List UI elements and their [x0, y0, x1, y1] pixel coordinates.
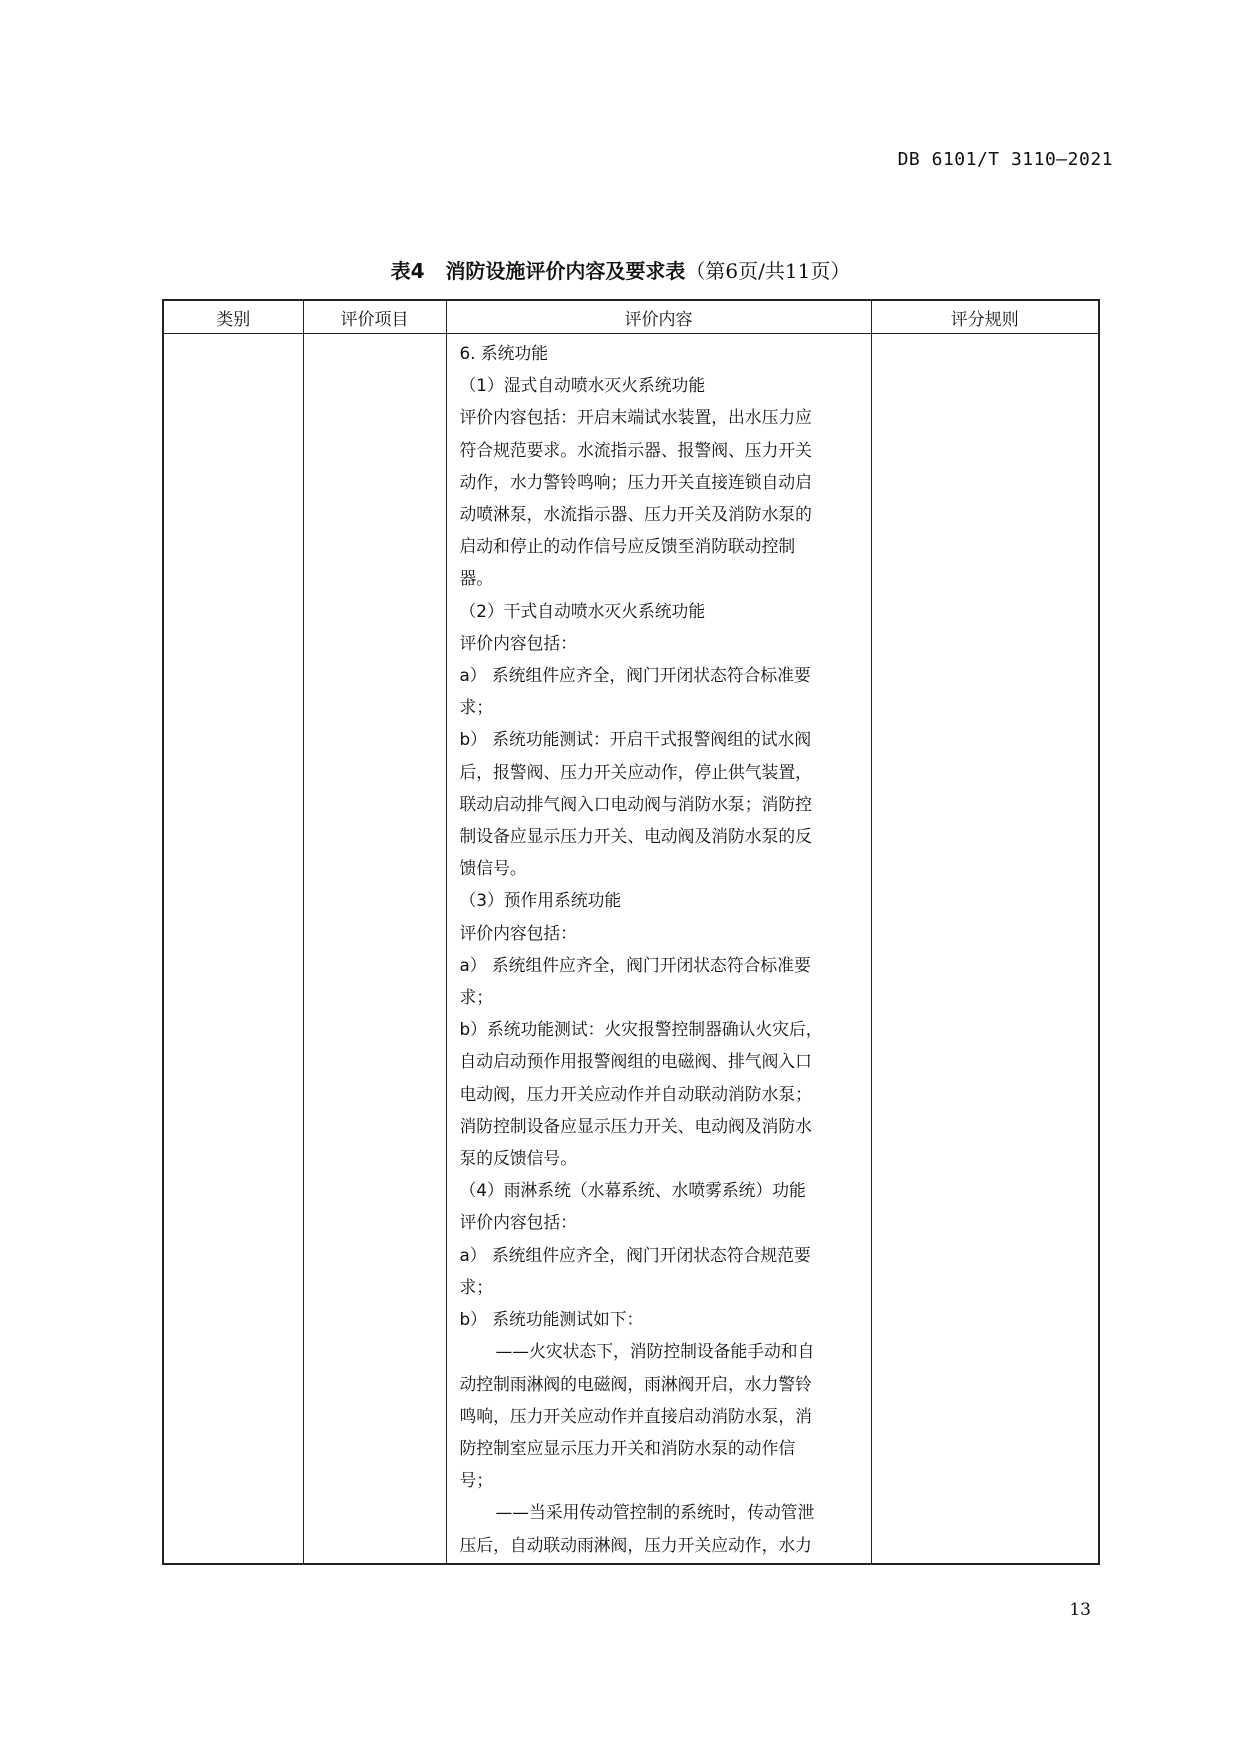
category-cell: [163, 334, 303, 1565]
content-line: ——当采用传动管控制的系统时，传动管泄: [495, 1502, 815, 1523]
page-number: 13: [1069, 1600, 1091, 1620]
content-line: 后，报警阀、压力开关应动作，停止供气装置，: [459, 761, 812, 782]
table-title: 消防设施评价内容及要求表: [445, 259, 686, 283]
content-line: （2）干式自动喷水灭火系统功能: [459, 600, 706, 621]
evaluation-table: [162, 299, 1100, 1565]
content-line: 电动阀，压力开关应动作并自动联动消防水泵；: [459, 1083, 812, 1104]
table-continuation: （第6页/共11页）: [685, 259, 851, 283]
column-header-category: 类别: [163, 300, 303, 334]
content-line: 求；: [459, 1276, 494, 1297]
content-line: 消防控制设备应显示压力开关、电动阀及消防水: [459, 1115, 812, 1136]
column-header-content: 评价内容: [446, 300, 871, 334]
content-line: 符合规范要求。水流指示器、报警阀、压力开关: [459, 439, 812, 460]
content-text-block: [447, 334, 871, 1561]
content-line: 馈信号。: [459, 858, 527, 879]
content-line: a） 系统组件应齐全，阀门开闭状态符合标准要: [459, 665, 811, 686]
content-line: b） 系统功能测试如下：: [459, 1309, 644, 1330]
table-header-row: [163, 300, 1099, 334]
content-line: b） 系统功能测试：开启干式报警阀组的试水阀: [459, 729, 812, 750]
column-header-scoring: 评分规则: [871, 300, 1099, 334]
standard-number: DB 6101/T 3110—2021: [897, 149, 1113, 170]
content-line: 评价内容包括：: [459, 922, 577, 943]
content-line: （4）雨淋系统（水幕系统、水喷雾系统）功能: [459, 1180, 806, 1201]
table-row: [163, 334, 1099, 1565]
content-cell: [446, 334, 871, 1565]
content-line: （1）湿式自动喷水灭火系统功能: [459, 375, 706, 396]
content-line: 泵的反馈信号。: [459, 1148, 577, 1169]
content-line: a） 系统组件应齐全，阀门开闭状态符合标准要: [459, 954, 811, 975]
content-line: 号；: [459, 1470, 494, 1491]
content-line: a） 系统组件应齐全，阀门开闭状态符合规范要: [459, 1244, 811, 1265]
item-cell: [303, 334, 446, 1565]
content-line: 动喷淋泵，水流指示器、压力开关及消防水泵的: [459, 504, 812, 525]
table-label: 表4: [390, 259, 425, 283]
content-line: 压后，自动联动雨淋阀，压力开关应动作，水力: [459, 1534, 812, 1555]
content-line: 评价内容包括：开启末端试水装置，出水压力应: [459, 407, 812, 428]
content-line: b）系统功能测试：火灾报警控制器确认火灾后，: [459, 1019, 823, 1040]
content-line: 求；: [459, 987, 494, 1008]
content-line: 评价内容包括：: [459, 632, 577, 653]
content-line: 鸣响，压力开关应动作并直接启动消防水泵，消: [459, 1405, 812, 1426]
content-line: 动作，水力警铃鸣响；压力开关直接连锁自动启: [459, 471, 812, 492]
content-line: 联动启动排气阀入口电动阀与消防水泵；消防控: [459, 793, 812, 814]
content-line: ——火灾状态下，消防控制设备能手动和自: [495, 1341, 815, 1362]
content-line: 6. 系统功能: [459, 343, 548, 363]
content-line: 评价内容包括：: [459, 1212, 577, 1233]
content-line: 防控制室应显示压力开关和消防水泵的动作信: [459, 1437, 796, 1458]
content-line: 动控制雨淋阀的电磁阀，雨淋阀开启，水力警铃: [459, 1373, 812, 1394]
content-line: 启动和停止的动作信号应反馈至消防联动控制: [459, 536, 796, 557]
content-line: 器。: [459, 568, 494, 589]
content-line: 制设备应显示压力开关、电动阀及消防水泵的反: [459, 826, 812, 847]
content-line: （3）预作用系统功能: [459, 890, 622, 911]
content-line: 求；: [459, 697, 494, 718]
column-header-item: 评价项目: [303, 300, 446, 334]
content-line: 自动启动预作用报警阀组的电磁阀、排气阀入口: [459, 1051, 812, 1072]
scoring-cell: [871, 334, 1099, 1565]
table-caption: [0, 255, 1241, 284]
